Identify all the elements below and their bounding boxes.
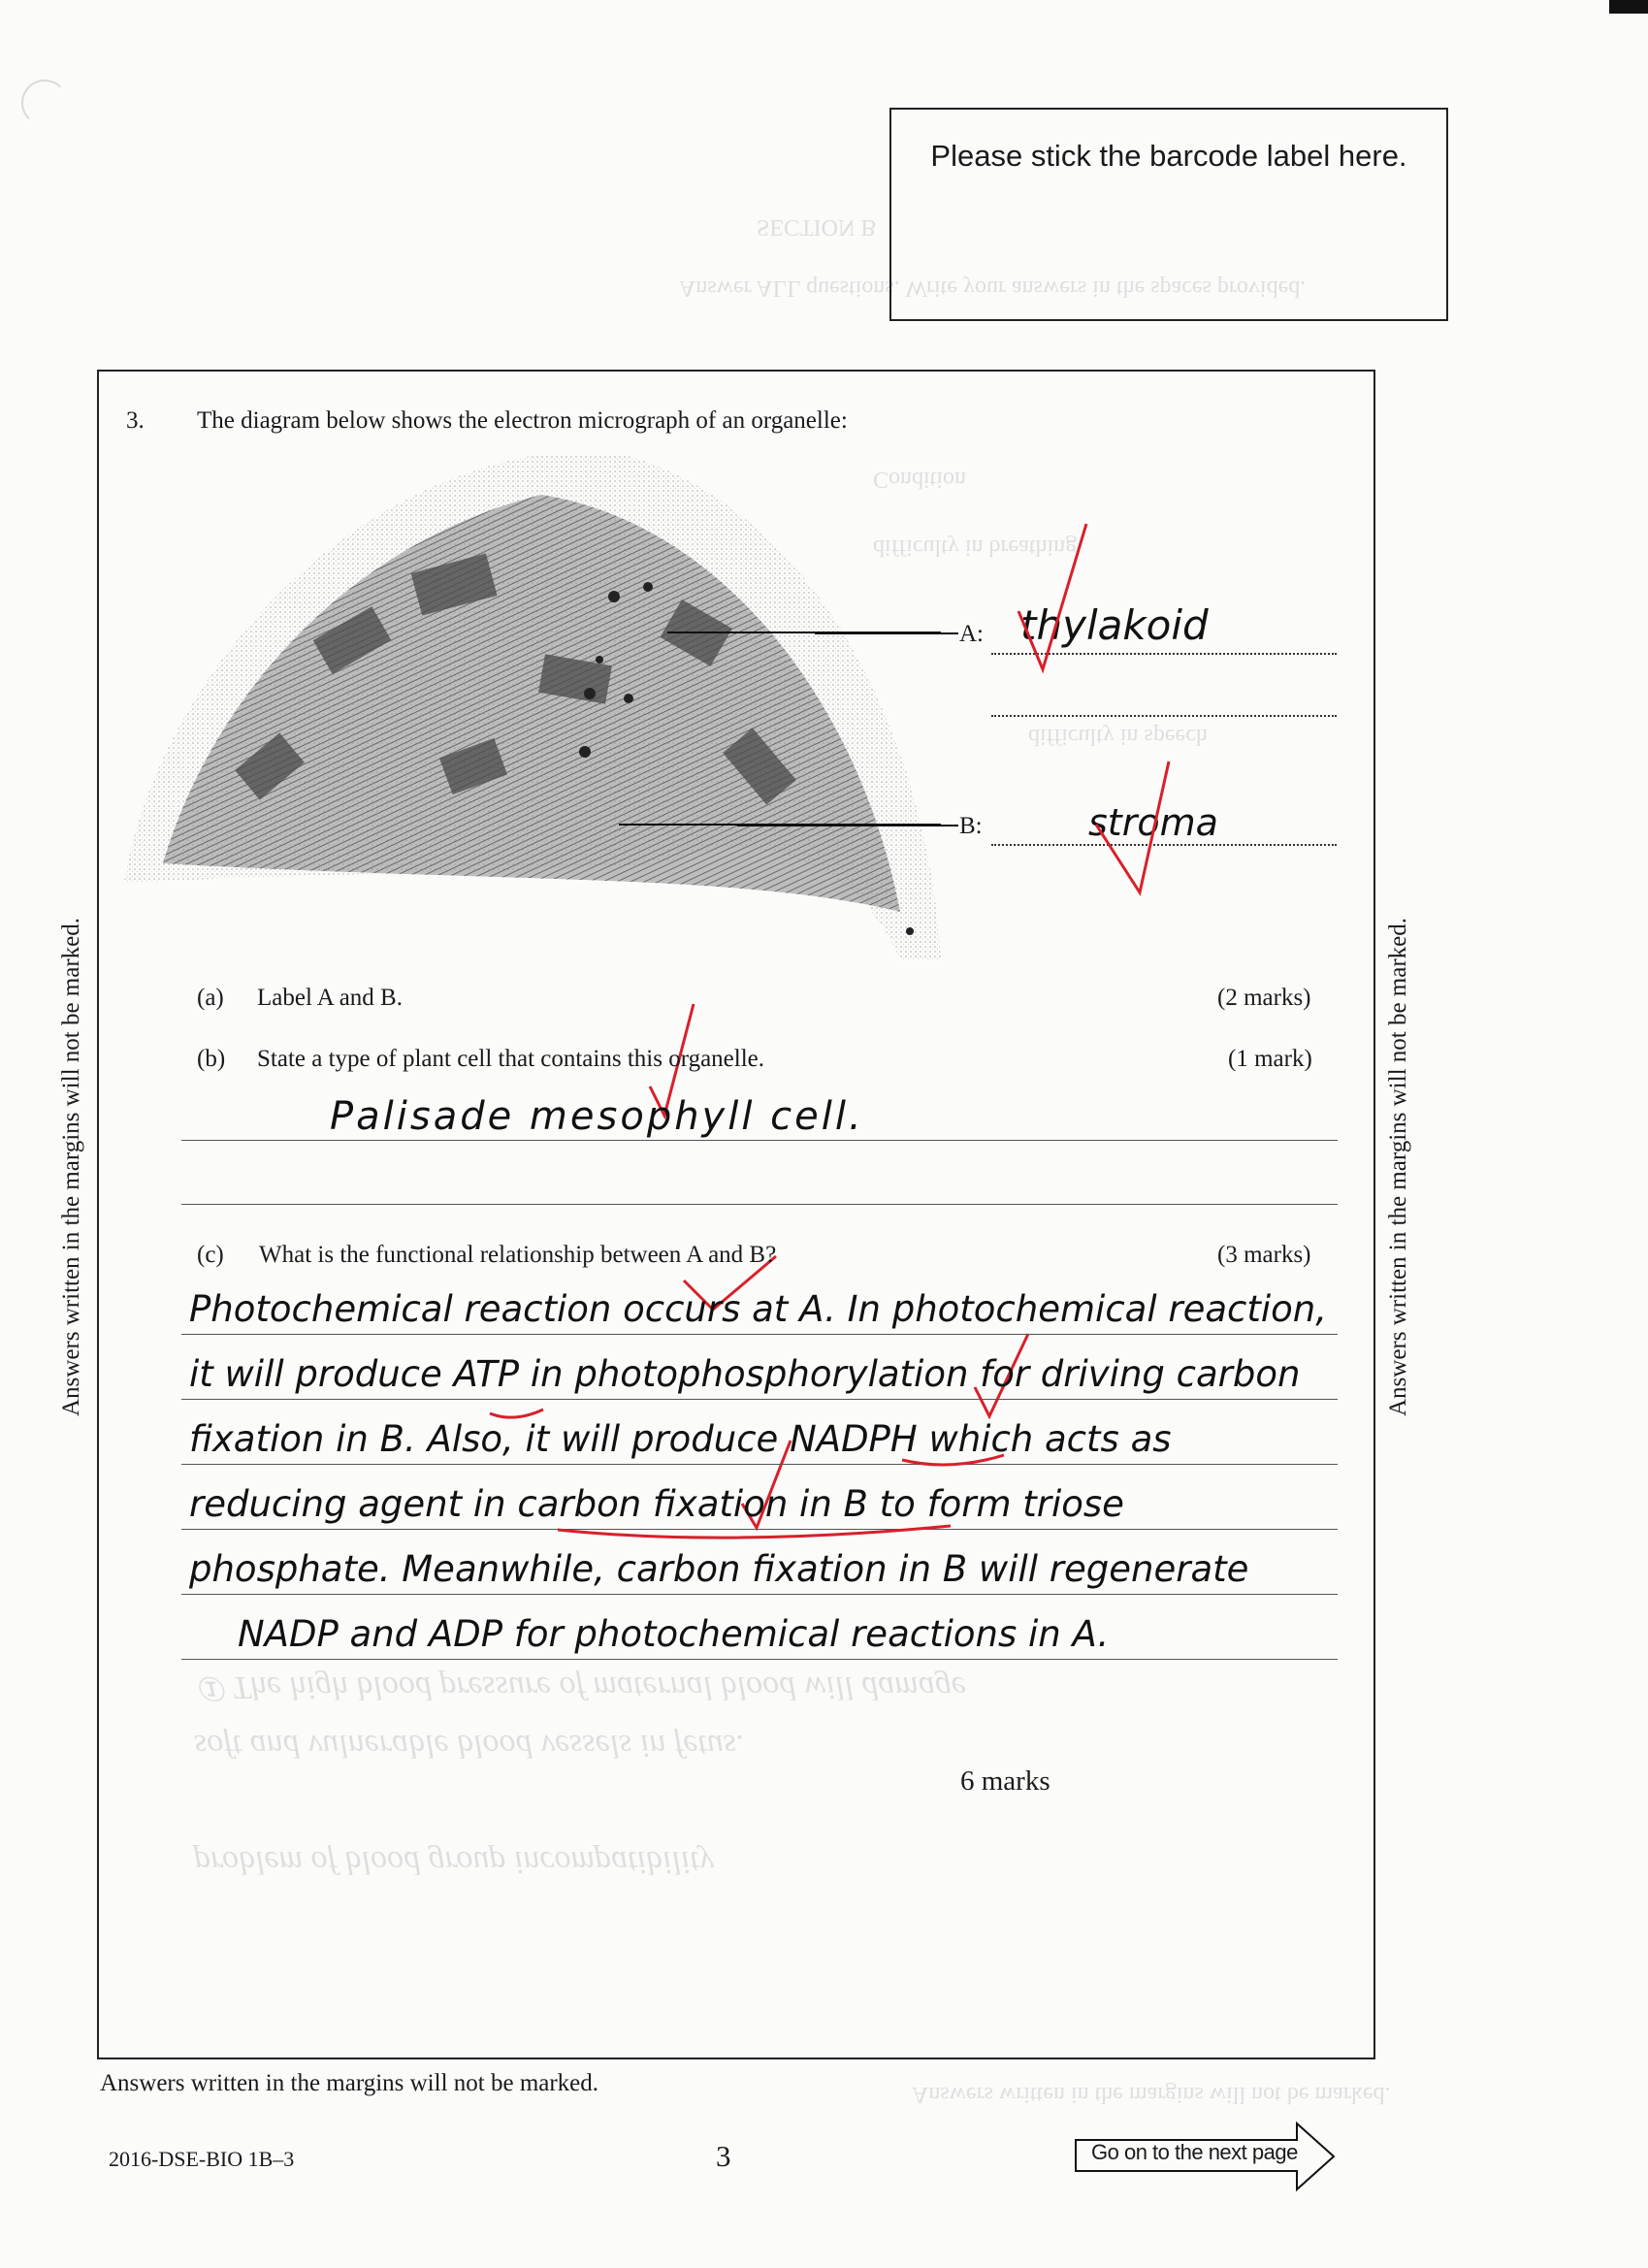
part-b-id: (b) (197, 1046, 226, 1072)
leader-line-b (737, 825, 958, 826)
bleed-through: Answers written in the margins will not be marked. (912, 2082, 1391, 2107)
marker-tick-icon (999, 514, 1115, 679)
margin-note-left: Answers written in the margins will not be marked. (58, 917, 84, 1416)
part-c-marks: (3 marks) (1217, 1242, 1311, 1268)
total-marks: 6 marks (960, 1766, 1050, 1797)
part-c-id: (c) (197, 1242, 224, 1268)
handwritten-answer-a: thylakoid (1020, 601, 1209, 649)
marker-tick-icon (1086, 757, 1183, 902)
bleed-through: Answer ALL questions. Write your answers in the spaces provided. (679, 275, 1307, 301)
bleed-through: soft and vulnerable blood vessels in fetus. (194, 1728, 745, 1764)
answer-line (181, 1594, 1338, 1595)
page-number: 3 (716, 2139, 731, 2173)
question-stem: The diagram below shows the electron micrograph of an organelle: (197, 407, 848, 434)
part-a-marks: (2 marks) (1217, 985, 1311, 1011)
part-c-text: What is the functional relationship between A and B? (259, 1242, 777, 1268)
answer-line-a2 (991, 715, 1337, 717)
part-a-id: (a) (197, 985, 224, 1011)
answer-line (181, 1204, 1338, 1205)
handwritten-answer-c-line: Photochemical reaction occurs at A. In photochemical reaction, (189, 1288, 1327, 1330)
label-a: A: (959, 621, 984, 647)
handwritten-answer-c-line: NADP and ADP for photochemical reactions in A. (238, 1613, 1110, 1655)
margin-note-bottom: Answers written in the margins will not be marked. (100, 2070, 599, 2096)
part-b-text: State a type of plant cell that contains this organelle. (257, 1046, 764, 1072)
scan-edge (1609, 0, 1648, 14)
handwritten-answer-part-b: Palisade mesophyll cell. (330, 1094, 864, 1139)
part-b-marks: (1 mark) (1228, 1046, 1312, 1072)
bleed-through: ① The high blood pressure of maternal blood will damage (194, 1669, 966, 1705)
exam-code: 2016-DSE-BIO 1B–3 (109, 2147, 295, 2171)
answer-line (181, 1334, 1338, 1335)
bleed-through: Condition (873, 467, 967, 492)
handwritten-answer-c-line: reducing agent in carbon fixation in B to form triose (189, 1483, 1124, 1525)
bleed-through: difficulty in speech (1028, 724, 1208, 749)
margin-note-right: Answers written in the margins will not be marked. (1385, 917, 1411, 1416)
electron-micrograph (124, 456, 941, 960)
next-page-arrow (1074, 2121, 1336, 2188)
answer-line (181, 1399, 1338, 1400)
handwritten-answer-c-line: it will produce ATP in photophosphorylation for driving carbon (189, 1353, 1301, 1395)
barcode-label-box (889, 108, 1448, 321)
part-a-text: Label A and B. (257, 985, 403, 1011)
leader-line-a (815, 632, 958, 634)
question-number: 3. (126, 407, 145, 434)
label-b: B: (959, 813, 983, 839)
answer-line (181, 1140, 1338, 1141)
bleed-through: SECTION B (757, 214, 877, 240)
marker-underline (485, 1402, 1009, 1567)
handwritten-answer-c-line: fixation in B. Also, it will produce NADPH which acts as (189, 1418, 1172, 1460)
answer-line (181, 1659, 1338, 1660)
handwritten-answer-b: stroma (1088, 801, 1218, 844)
punch-hole (21, 80, 68, 126)
bleed-through: problem of blood group incompatibility (194, 1844, 714, 1880)
handwritten-answer-c-line: phosphate. Meanwhile, carbon fixation in B will regenerate (189, 1548, 1249, 1590)
next-page-label: Go on to the next page (1091, 2140, 1298, 2164)
barcode-label-text: Please stick the barcode label here. (930, 139, 1407, 173)
bleed-through: difficulty in breathing (873, 535, 1078, 560)
